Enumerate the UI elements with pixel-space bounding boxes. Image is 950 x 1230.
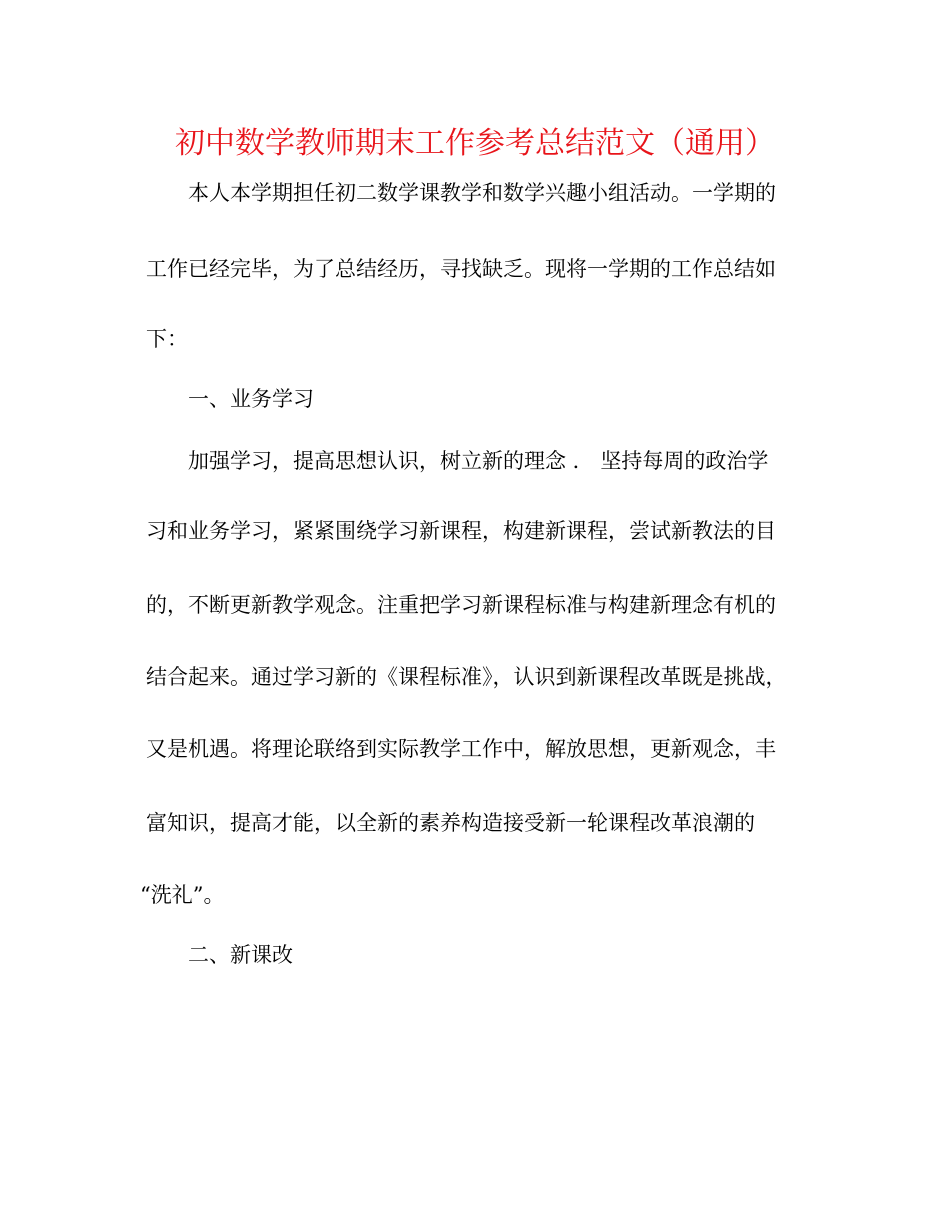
paragraph-line: 本人本学期担任初二数学课教学和数学兴趣小组活动。一学期的 [188, 181, 776, 205]
paragraph-line: 工作已经完毕，为了总结经历，寻找缺乏。现将一学期的工作总结如 [146, 257, 776, 281]
paragraph-line: 习和业务学习，紧紧围绕学习新课程，构建新课程，尝试新教法的目 [146, 519, 776, 543]
section-heading: 一、业务学习 [188, 387, 314, 411]
paragraph-line: 又是机遇。将理论联络到实际教学工作中，解放思想，更新观念，丰 [146, 737, 776, 761]
paragraph-line: 的，不断更新教学观念。注重把学习新课程标准与构建新理念有机的 [146, 593, 776, 617]
paragraph-line: “洗礼”。 [140, 883, 225, 907]
paragraph-line: 结合起来。通过学习新的《课程标准》，认识到新课程改革既是挑战， [146, 665, 787, 689]
paragraph-line: 富知识，提高才能，以全新的素养构造接受新一轮课程改革浪潮的 [146, 811, 755, 835]
document-title: 初中数学教师期末工作参考总结范文（通用） [175, 126, 775, 161]
paragraph-line: 加强学习，提高思想认识，树立新的理念 ． 坚持每周的政治学 [188, 449, 769, 473]
paragraph-line: 下： [146, 327, 188, 351]
section-heading: 二、新课改 [188, 943, 293, 967]
